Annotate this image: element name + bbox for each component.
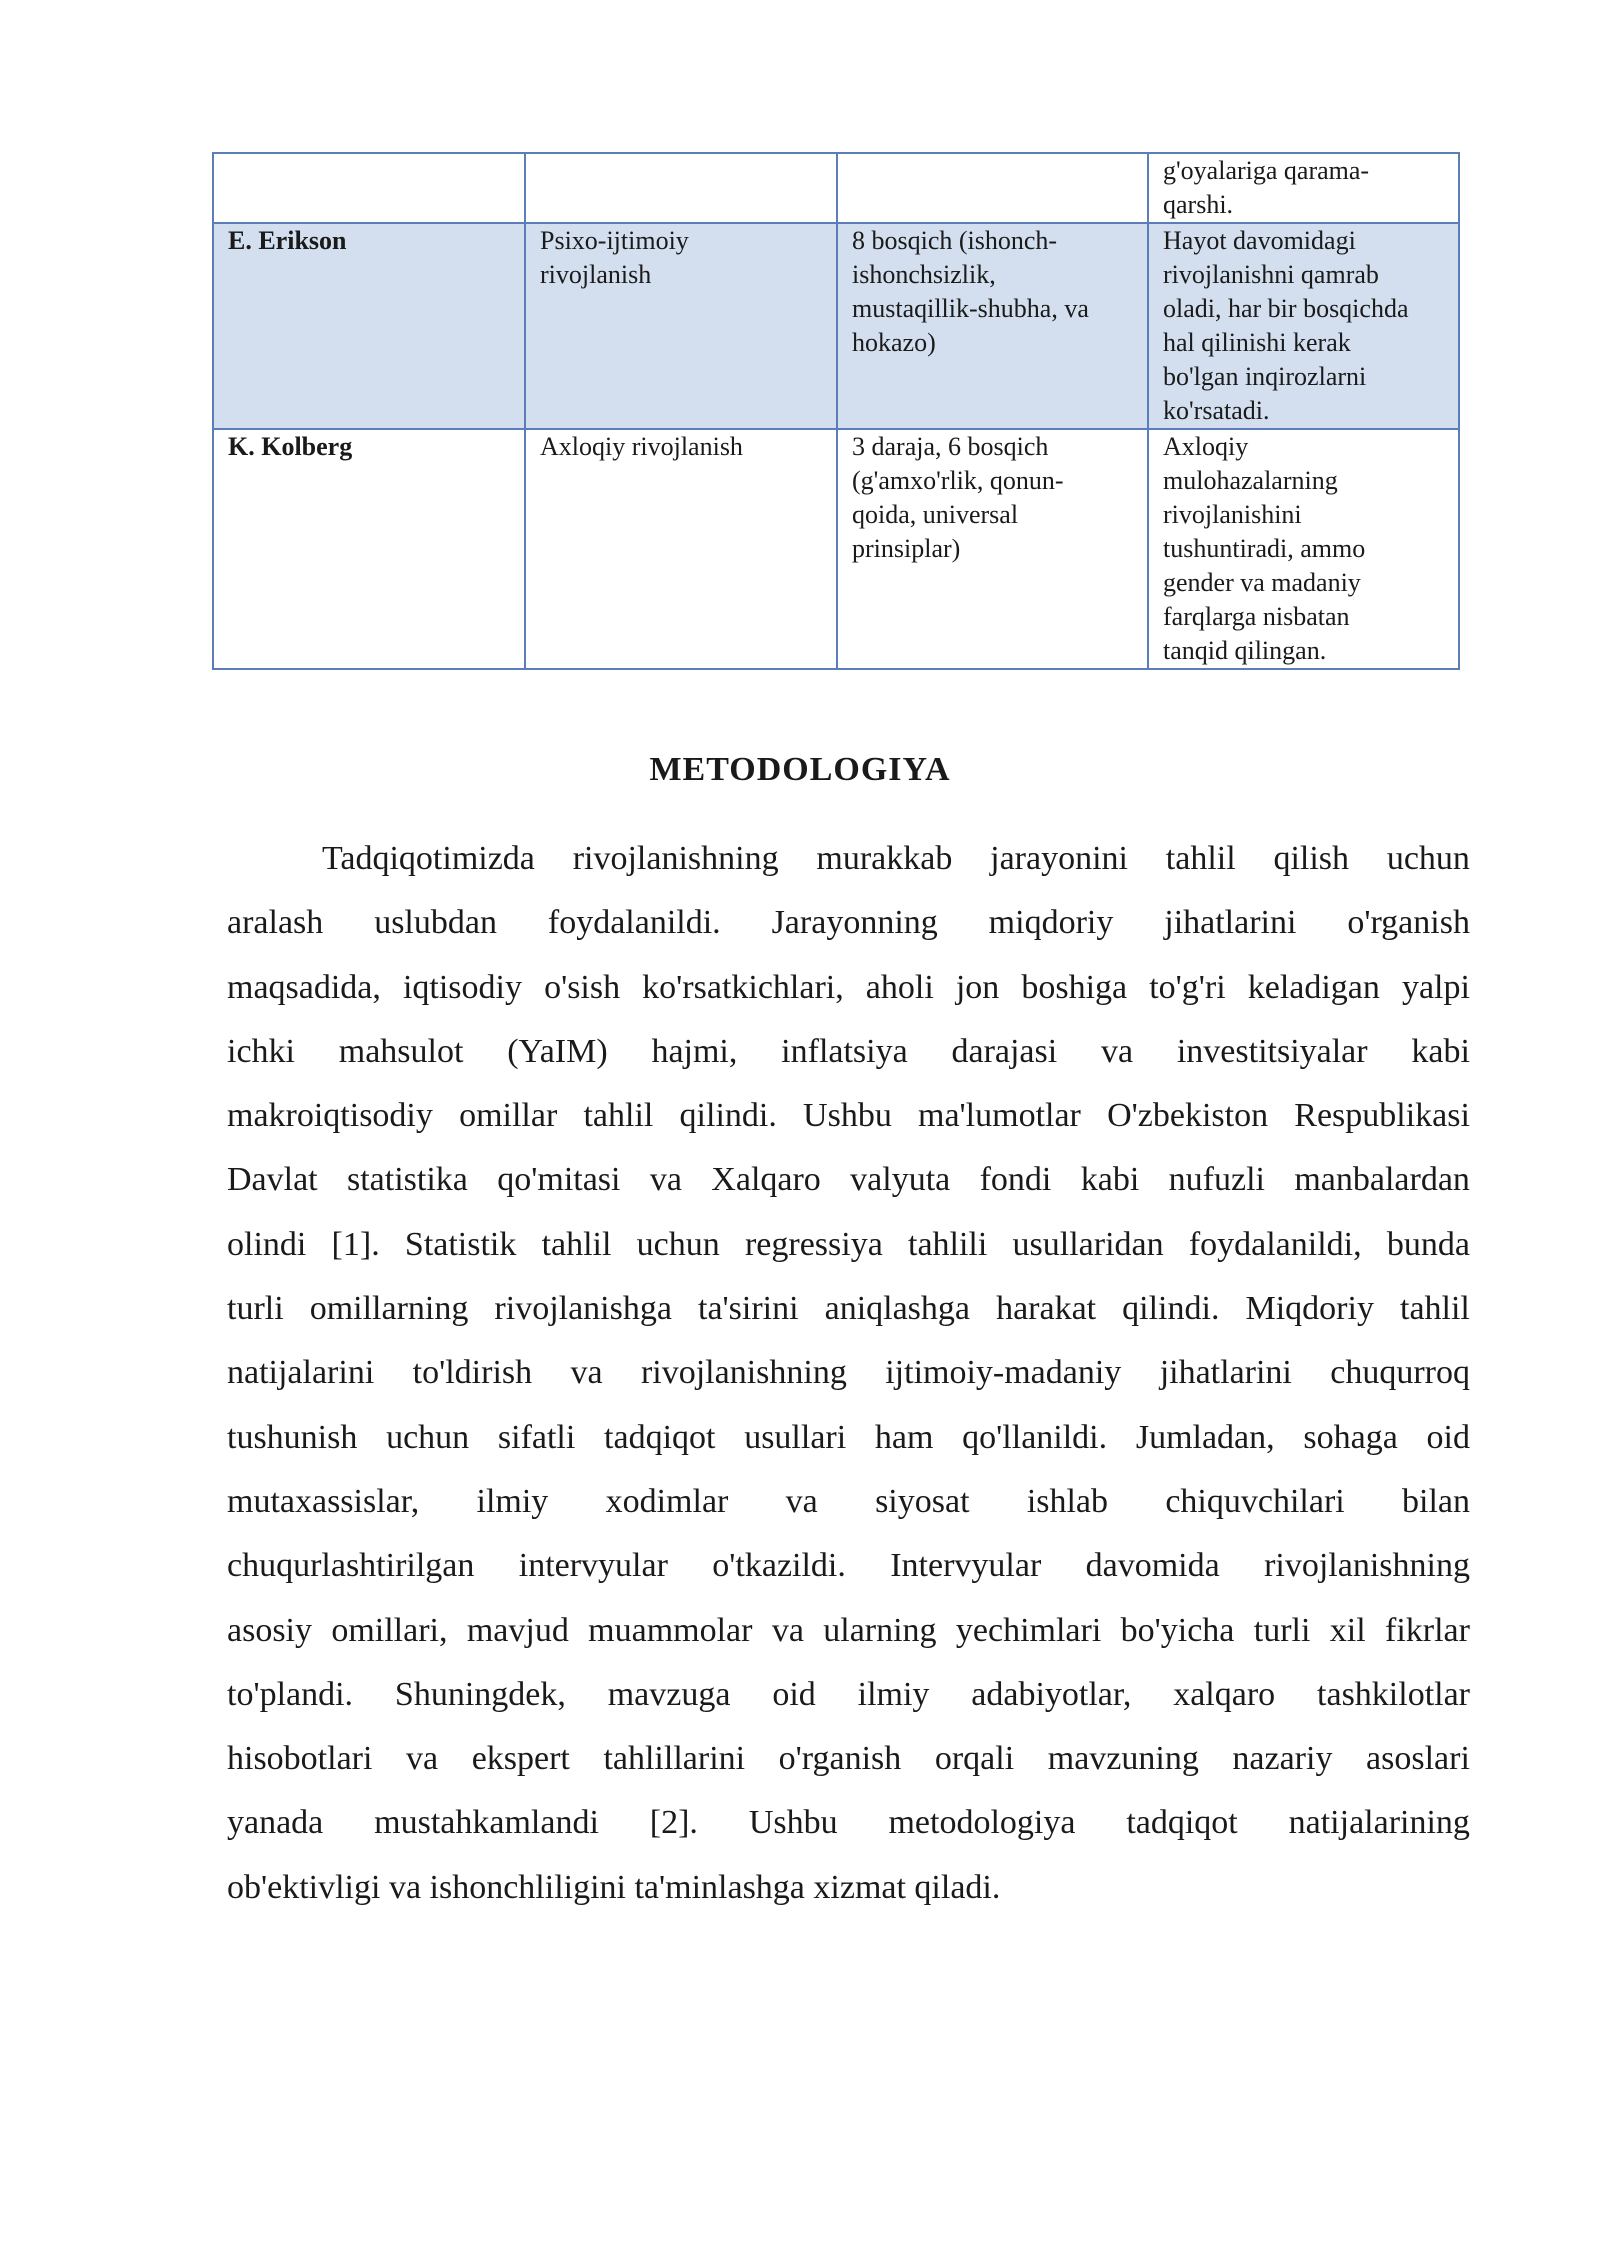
theories-table [212,152,1460,670]
cell-line: g'oyalariga qarama- [1163,156,1370,185]
table-row [213,223,1459,429]
cell-line: prinsiplar) [852,534,961,563]
table-cell-notes [1148,429,1459,669]
cell-line: hal qilinishi kerak [1163,328,1351,357]
cell-line: mulohazalarning [1163,466,1338,495]
table-row [213,153,1459,223]
cell-line: mustaqillik-shubha, va [852,294,1089,323]
table-cell-notes [1148,153,1459,223]
cell-line: gender va madaniy [1163,568,1361,597]
cell-line: Axloqiy [1163,432,1249,461]
paragraph-line: natijalarini to'ldirish va rivojlanishning ijtimoiy-madaniy jihatlarini chuqurroq [227,1354,1470,1392]
paragraph-line: ichki mahsulot (YaIM) hajmi, inflatsiya darajasi va investitsiyalar kabi [227,1032,1470,1070]
paragraph-line: Davlat statistika qo'mitasi va Xalqaro valyuta fondi kabi nufuzli manbalardan [227,1161,1470,1199]
table-cell-name [213,223,525,429]
table-cell-field [525,153,837,223]
table-cell-stages [837,153,1148,223]
cell-line: qarshi. [1163,190,1234,219]
paragraph-line: ob'ektivligi va ishonchliligini ta'minlashga xizmat qiladi. [227,1868,1001,1906]
paragraph-line: tushunish uchun sifatli tadqiqot usullari ham qo'llanildi. Jumladan, sohaga oid [227,1418,1470,1456]
cell-line: qoida, universal [852,500,1019,529]
cell-line: bo'lgan inqirozlarni [1163,362,1367,391]
cell-line: farqlarga nisbatan [1163,602,1350,631]
table-cell-stages [837,223,1148,429]
paragraph-line: to'plandi. Shuningdek, mavzuga oid ilmiy adabiyotlar, xalqaro tashkilotlar [227,1675,1470,1713]
table-row [213,429,1459,669]
cell-line: (g'amxo'rlik, qonun- [852,466,1064,495]
paragraph-line: yanada mustahkamlandi [2]. Ushbu metodologiya tadqiqot natijalarining [227,1804,1470,1842]
paragraph-line: makroiqtisodiy omillar tahlil qilindi. Ushbu ma'lumotlar O'zbekiston Respublikasi [227,1097,1470,1135]
cell-line: Hayot davomidagi [1163,226,1356,255]
paragraph-line: turli omillarning rivojlanishga ta'sirini aniqlashga harakat qilindi. Miqdoriy tahlil [227,1290,1470,1328]
cell-line: oladi, har bir bosqichda [1163,294,1409,323]
paragraph-line: olindi [1]. Statistik tahlil uchun regressiya tahlili usullaridan foydalanildi, bunda [227,1225,1470,1263]
cell-line: 3 daraja, 6 bosqich [852,432,1049,461]
table-cell-field [525,429,837,669]
cell-line: rivojlanishini [1163,500,1302,529]
paragraph-line: maqsadida, iqtisodiy o'sish ko'rsatkichlari, aholi jon boshiga to'g'ri keladigan yalpi [227,968,1470,1006]
cell-line: rivojlanishni qamrab [1163,260,1379,289]
cell-line: ishonchsizlik, [852,260,996,289]
cell-line: tanqid qilingan. [1163,636,1327,665]
section-heading: METODOLOGIYA [649,751,951,788]
cell-line: rivojlanish [540,260,652,289]
cell-line: K. Kolberg [228,432,353,461]
table-cell-stages [837,429,1148,669]
table-cell-field [525,223,837,429]
paragraph-line: chuqurlashtirilgan intervyular o'tkazildi. Intervyular davomida rivojlanishning [227,1547,1470,1585]
cell-line: Psixo-ijtimoiy [540,226,689,255]
table-cell-name [213,153,525,223]
paragraph-line: hisobotlari va ekspert tahlillarini o'rganish orqali mavzuning nazariy asoslari [227,1740,1470,1778]
cell-line: ko'rsatadi. [1163,396,1270,425]
table-cell-notes [1148,223,1459,429]
cell-line: Axloqiy rivojlanish [540,432,743,461]
section-body [227,827,1470,1920]
paragraph-line: mutaxassislar, ilmiy xodimlar va siyosat ishlab chiquvchilari bilan [227,1482,1470,1520]
cell-line: E. Erikson [228,226,347,255]
paragraph-line: aralash uslubdan foydalanildi. Jarayonning miqdoriy jihatlarini o'rganish [227,904,1470,942]
paragraph-line: asosiy omillari, mavjud muammolar va ularning yechimlari bo'yicha turli xil fikrlar [227,1611,1470,1649]
cell-line: hokazo) [852,328,936,357]
table-cell-name [213,429,525,669]
paragraph-line: Tadqiqotimizda rivojlanishning murakkab jarayonini tahlil qilish uchun [322,840,1470,877]
cell-line: 8 bosqich (ishonch- [852,226,1058,255]
cell-line: tushuntiradi, ammo [1163,534,1366,563]
